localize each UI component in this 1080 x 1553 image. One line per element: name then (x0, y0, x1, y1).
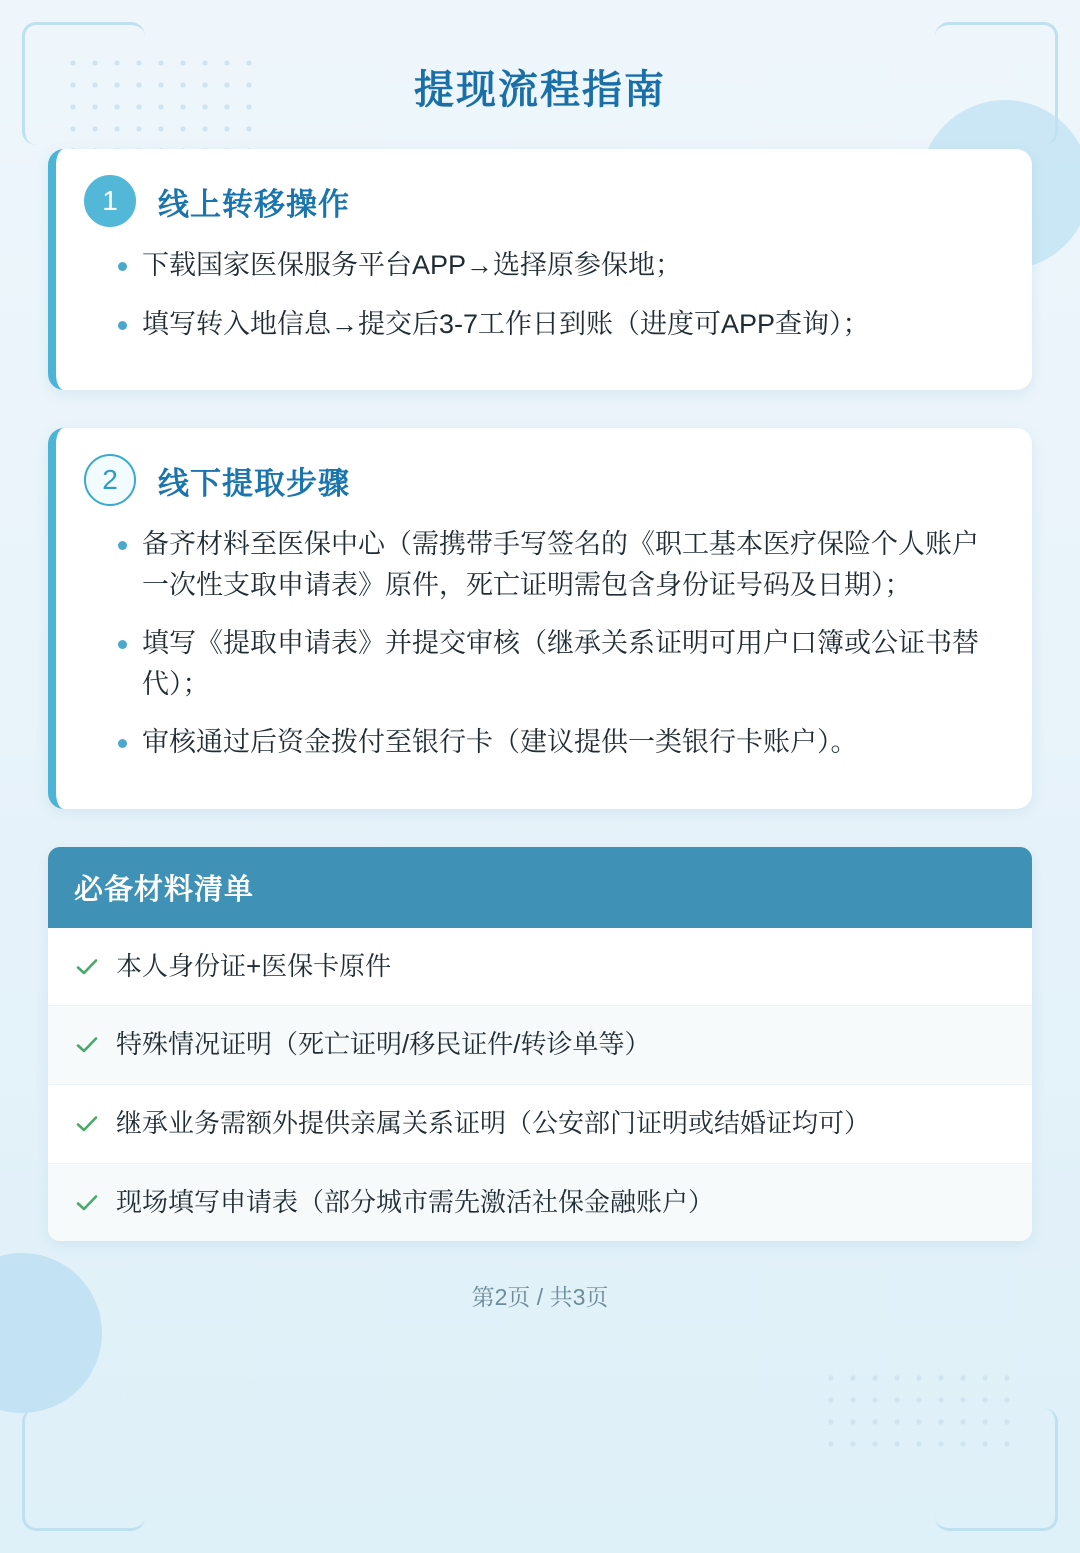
corner-frame-bottom-left (22, 1408, 145, 1531)
list-item: 审核通过后资金拨付至银行卡（建议提供一类银行卡账户）。 (84, 722, 998, 763)
step-1-list (84, 245, 998, 344)
step-1-title: 线上转移操作 (158, 186, 350, 222)
corner-frame-bottom-right (935, 1408, 1058, 1531)
decorative-dots-bottom-right (820, 1367, 1020, 1457)
material-text: 现场填写申请表（部分城市需先激活社保金融账户） (116, 1186, 715, 1217)
materials-list (48, 928, 1032, 1242)
step-1-number-badge: 1 (84, 175, 136, 227)
material-text: 继承业务需额外提供亲属关系证明（公安部门证明或结婚证均可） (116, 1107, 871, 1138)
step-2-header (84, 454, 998, 506)
list-item (48, 1085, 1032, 1164)
check-icon (74, 1111, 100, 1137)
step-card-1 (48, 149, 1032, 390)
materials-panel (48, 847, 1032, 1242)
check-icon (74, 1032, 100, 1058)
material-text: 本人身份证+医保卡原件 (116, 950, 392, 981)
list-item: 填写转入地信息→提交后3-7工作日到账（进度可APP查询）； (84, 304, 998, 345)
list-item: 备齐材料至医保中心（需携带手写签名的《职工基本医疗保险个人账户一次性支取申请表》原件，死亡证明需包含身份证号码及日期）； (84, 524, 998, 605)
materials-heading: 必备材料清单 (48, 847, 1032, 928)
list-item (48, 1164, 1032, 1242)
list-item: 填写《提取申请表》并提交审核（继承关系证明可用户口簿或公证书替代）； (84, 623, 998, 704)
step-1-header (84, 175, 998, 227)
material-text: 特殊情况证明（死亡证明/移民证件/转诊单等） (116, 1029, 651, 1060)
list-item (48, 1006, 1032, 1085)
page-title: 提现流程指南 (414, 68, 666, 112)
page-number-footer: 第2页 / 共3页 (471, 1284, 609, 1311)
step-2-list (84, 524, 998, 763)
step-2-title: 线下提取步骤 (158, 465, 350, 501)
check-icon (74, 954, 100, 980)
step-card-2 (48, 428, 1032, 809)
list-item: 下载国家医保服务平台APP→选择原参保地； (84, 245, 998, 286)
list-item (48, 928, 1032, 1007)
step-2-number-badge: 2 (84, 454, 136, 506)
check-icon (74, 1190, 100, 1216)
